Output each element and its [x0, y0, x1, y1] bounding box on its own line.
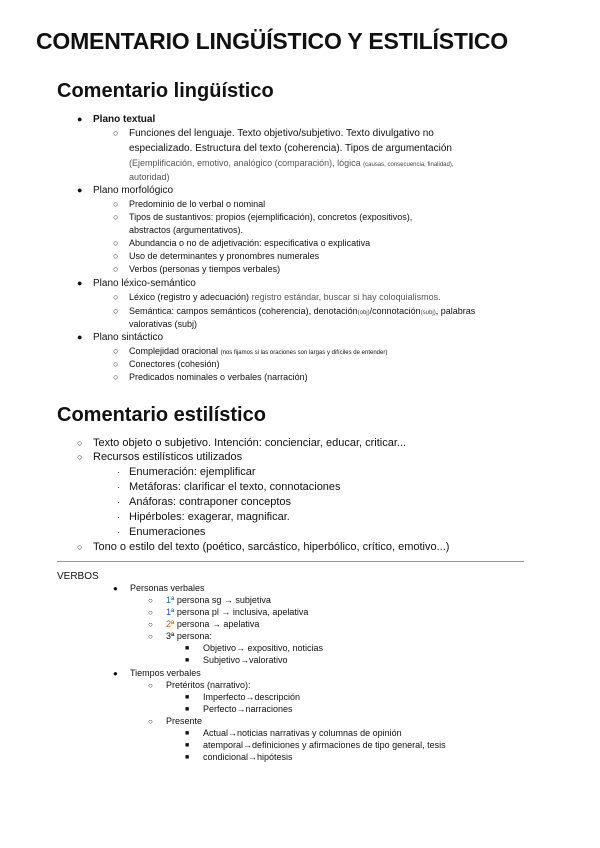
plano-lexico-label: Plano léxico-semántico [93, 278, 196, 289]
persona-1sg-text: persona sg → subjetiva [174, 595, 271, 605]
textual-line-3-text: (Ejemplificación, emotivo, analógico (comparación), lógica [129, 158, 361, 168]
plano-sintactico-label: Plano sintáctico [93, 332, 164, 343]
lexico-item-1-text: Léxico (registro y adecuación) [129, 292, 250, 302]
persona-3-item: Subjetivo→valorativo [203, 655, 288, 665]
lexico-subj: (subj) [420, 310, 436, 316]
morfo-item: Predominio de lo verbal o nominal [129, 199, 266, 209]
bullet-hollow: ○ [148, 608, 153, 617]
bullet-hollow: ○ [113, 264, 119, 274]
bullet-hollow: ○ [113, 251, 119, 261]
textual-line-1: Funciones del lenguaje. Texto objetivo/subjetivo. Texto divulgativo no [129, 128, 434, 139]
section-heading-estilistico: Comentario estilístico [57, 404, 266, 426]
persona-1sg-num: 1ª [166, 595, 175, 605]
bullet-square: ■ [185, 694, 190, 701]
sintac-item-1-text: Complejidad oracional [129, 346, 219, 356]
sintac-item-2: Conectores (cohesión) [129, 359, 220, 369]
persona-1sg [166, 594, 271, 606]
bullet-square: ■ [185, 657, 190, 664]
sintac-item-3: Predicados nominales o verbales (narración) [129, 372, 308, 382]
textual-line-2: especializado. Estructura del texto (coherencia). Tipos de argumentación [129, 143, 452, 154]
recurso-item: Metáforas: clarificar el texto, connotaciones [129, 481, 341, 493]
bullet-square: ■ [185, 742, 190, 749]
morfo-item-continuation: abstractos (argumentativos). [129, 225, 244, 235]
tiempos-label: Tiempos verbales [130, 668, 201, 678]
bullet-hollow: ○ [113, 372, 119, 382]
preteritos-label: Pretéritos (narrativo): [166, 680, 251, 690]
textual-line-3 [129, 157, 454, 172]
bullet-hollow: ○ [113, 306, 119, 316]
recurso-item: Enumeraciones [129, 526, 206, 538]
persona-1pl [166, 606, 308, 618]
presente-item: atemporal→definiciones y afirmaciones de tipo general, tesis [203, 740, 446, 750]
lexico-connotacion: /connotación [369, 306, 421, 316]
bullet-filled: ● [77, 185, 83, 195]
presente-item: condicional→hipótesis [203, 752, 293, 762]
bullet-hollow: ○ [148, 596, 153, 605]
bullet-hollow: ○ [113, 128, 119, 138]
bullet-hollow: ○ [148, 717, 153, 726]
bullet-small: · [117, 497, 120, 507]
lexico-item-1-note: registro estándar, buscar si hay coloquialismos. [251, 292, 441, 302]
estil-item-2: Recursos estilísticos utilizados [93, 451, 243, 463]
bullet-filled: ● [77, 332, 83, 342]
persona-2 [166, 618, 259, 630]
bullet-square: ■ [185, 645, 190, 652]
lexico-obj: (obj) [357, 310, 370, 316]
morfo-item: Verbos (personas y tiempos verbales) [129, 264, 281, 274]
bullet-small: · [117, 467, 120, 477]
sintac-item-1-note: (nos fijamos si las oraciones son largas y difíciles de entender) [220, 350, 388, 356]
lexico-item-2-text: Semántica: campos semánticos (coherencia), denotación [129, 306, 358, 316]
bullet-filled: ● [77, 278, 83, 288]
bullet-hollow: ○ [113, 199, 119, 209]
morfo-item: Tipos de sustantivos: propios (ejemplificación), concretos (expositivos), [129, 212, 413, 222]
recurso-item: Enumeración: ejemplificar [129, 466, 256, 478]
lexico-item-2-continuation: valorativas (subj) [129, 319, 198, 329]
persona-2-num: 2ª [166, 619, 175, 629]
bullet-square: ■ [185, 730, 190, 737]
recurso-item: Hipérboles: exagerar, magnificar. [129, 511, 290, 523]
bullet-hollow: ○ [113, 212, 119, 222]
bullet-hollow: ○ [148, 681, 153, 690]
bullet-hollow: ○ [77, 438, 83, 448]
preterito-item: Imperfecto→descripción [203, 692, 301, 702]
bullet-hollow: ○ [148, 632, 153, 641]
bullet-square: ■ [185, 706, 190, 713]
bullet-filled: ● [113, 669, 118, 678]
bullet-hollow: ○ [113, 346, 119, 356]
persona-3-item: Objetivo→ expositivo, noticias [203, 643, 324, 653]
bullet-hollow: ○ [113, 238, 119, 248]
textual-line-4: autoridad) [129, 172, 170, 182]
presente-label: Presente [166, 716, 203, 726]
bullet-hollow: ○ [113, 292, 119, 302]
bullet-filled: ● [77, 114, 83, 124]
bullet-small: · [117, 512, 120, 522]
recurso-item: Anáforas: contraponer conceptos [129, 496, 292, 508]
presente-item: Actual→noticias narrativas y columnas de opinión [203, 728, 402, 738]
plano-textual-label: Plano textual [93, 114, 156, 125]
bullet-hollow: ○ [77, 452, 83, 462]
bullet-hollow: ○ [113, 359, 119, 369]
estil-item-1: Texto objeto o subjetivo. Intención: concienciar, educar, criticar... [93, 437, 407, 449]
bullet-filled: ● [113, 584, 118, 593]
preterito-item: Perfecto→narraciones [203, 704, 293, 714]
persona-1pl-num: 1ª [166, 607, 175, 617]
lexico-item-1 [129, 291, 441, 304]
persona-3: 3ª persona: [166, 631, 212, 641]
lexico-palabras: , palabras [435, 306, 476, 316]
section-heading-linguistico: Comentario lingüístico [57, 80, 274, 102]
bullet-small: · [117, 482, 120, 492]
bullet-hollow: ○ [148, 620, 153, 629]
morfo-item: Abundancia o no de adjetivación: especificativa o explicativa [129, 238, 371, 248]
plano-morfologico-label: Plano morfológico [93, 185, 174, 196]
bullet-hollow: ○ [77, 542, 83, 552]
persona-1pl-text: persona pl → inclusiva, apelativa [174, 607, 309, 617]
section-divider [57, 561, 524, 562]
textual-line-3-small: (causas, consecuencia, finalidad), [363, 162, 454, 168]
verbos-label: VERBOS [57, 571, 99, 582]
document-title: COMENTARIO LINGÜÍSTICO Y ESTILÍSTICO [36, 28, 508, 54]
morfo-item: Uso de determinantes y pronombres numerales [129, 251, 320, 261]
bullet-small: · [117, 527, 120, 537]
estil-item-3: Tono o estilo del texto (poético, sarcástico, hiperbólico, crítico, emotivo...) [93, 541, 450, 553]
persona-2-text: persona → apelativa [174, 619, 260, 629]
personas-label: Personas verbales [130, 583, 205, 593]
bullet-square: ■ [185, 754, 190, 761]
